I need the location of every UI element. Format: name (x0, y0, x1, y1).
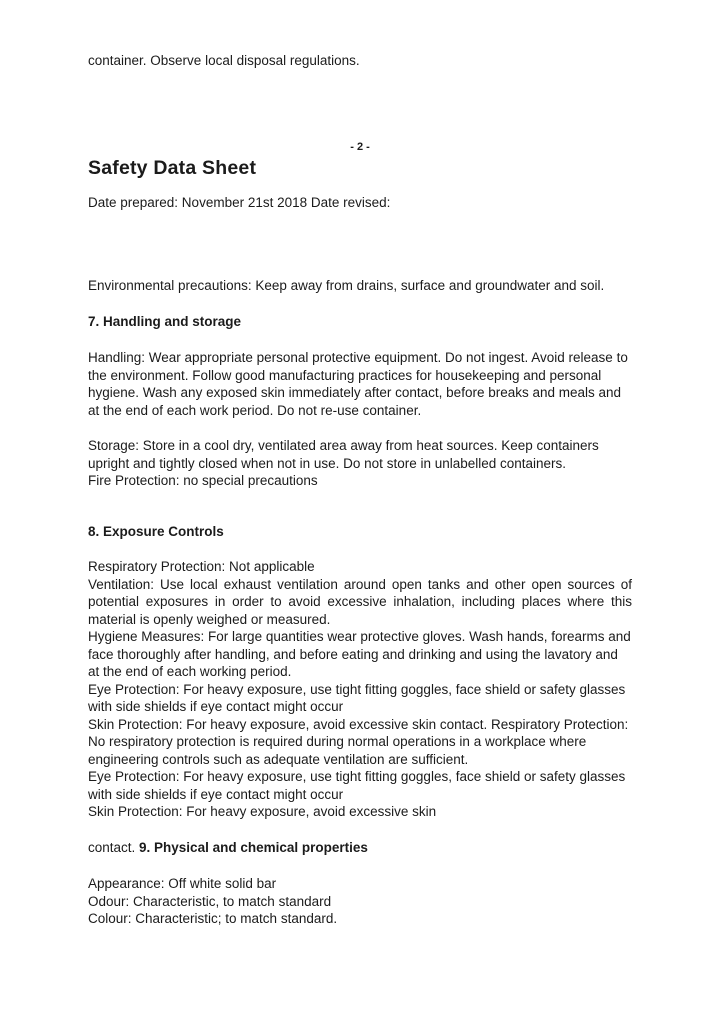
environmental-paragraph: Environmental precautions: Keep away from drains, surface and groundwater and soil. (88, 278, 605, 293)
colour-line: Colour: Characteristic; to match standard. (88, 911, 338, 926)
eye-protection-paragraph-1: Eye Protection: For heavy exposure, use tight fitting goggles, face shield or safety glasses with side shields if eye contact might occur (88, 681, 626, 714)
skin-protection-line: Skin Protection: For heavy exposure, avoid excessive skin (88, 804, 437, 819)
ventilation-paragraph: Ventilation: Use local exhaust ventilation around open tanks and other open sources of potential exposures in order to avoid excessive inhalation, including places where this material is openly weighed or measured. (88, 576, 632, 627)
document-title: Safety Data Sheet (88, 156, 257, 179)
physical-properties-block (88, 875, 632, 928)
exposure-controls-block (88, 558, 632, 821)
respiratory-protection-line: Respiratory Protection: Not applicable (88, 559, 315, 574)
skin-protection-paragraph-1: Skin Protection: For heavy exposure, avoid excessive skin contact. Respiratory Protection: No respiratory protection is required during normal operations in a workplace where engineering controls such as adequate ventilation are sufficient. (88, 716, 629, 767)
storage-block (88, 437, 632, 490)
section7-heading: 7. Handling and storage (88, 313, 242, 329)
section9-lead-text: contact. (88, 839, 140, 855)
date-line: Date prepared: November 21st 2018 Date revised: (88, 194, 391, 210)
appearance-line: Appearance: Off white solid bar (88, 876, 277, 891)
hygiene-measures-paragraph: Hygiene Measures: For large quantities wear protective gloves. Wash hands, forearms and face thoroughly after handling, and before eating and drinking and using the lavatory and at the end of each working period. (88, 629, 631, 679)
section9-heading: 9. Physical and chemical properties (139, 839, 368, 855)
intro-paragraph: container. Observe local disposal regulations. (88, 53, 360, 68)
storage-paragraph: Storage: Store in a cool dry, ventilated area away from heat sources. Keep containers upright and tightly closed when not in use. Do not store in unlabelled containers. (88, 438, 599, 471)
handling-paragraph: Handling: Wear appropriate personal protective equipment. Do not ingest. Avoid release to the environment. Follow good manufacturing practices for housekeeping and personal hygiene. Wash any exposed skin immediately after contact, before breaks and meals and at the end of each work period. Do not re-use container. (88, 350, 628, 418)
section8-heading: 8. Exposure Controls (88, 523, 224, 539)
odour-line: Odour: Characteristic, to match standard (88, 893, 332, 909)
section9-heading-line (88, 839, 632, 857)
fire-protection-line: Fire Protection: no special precautions (88, 473, 318, 488)
page-number: - 2 - (350, 140, 370, 153)
eye-protection-paragraph-2: Eye Protection: For heavy exposure, use tight fitting goggles, face shield or safety glasses with side shields if eye contact might occur (88, 769, 626, 802)
